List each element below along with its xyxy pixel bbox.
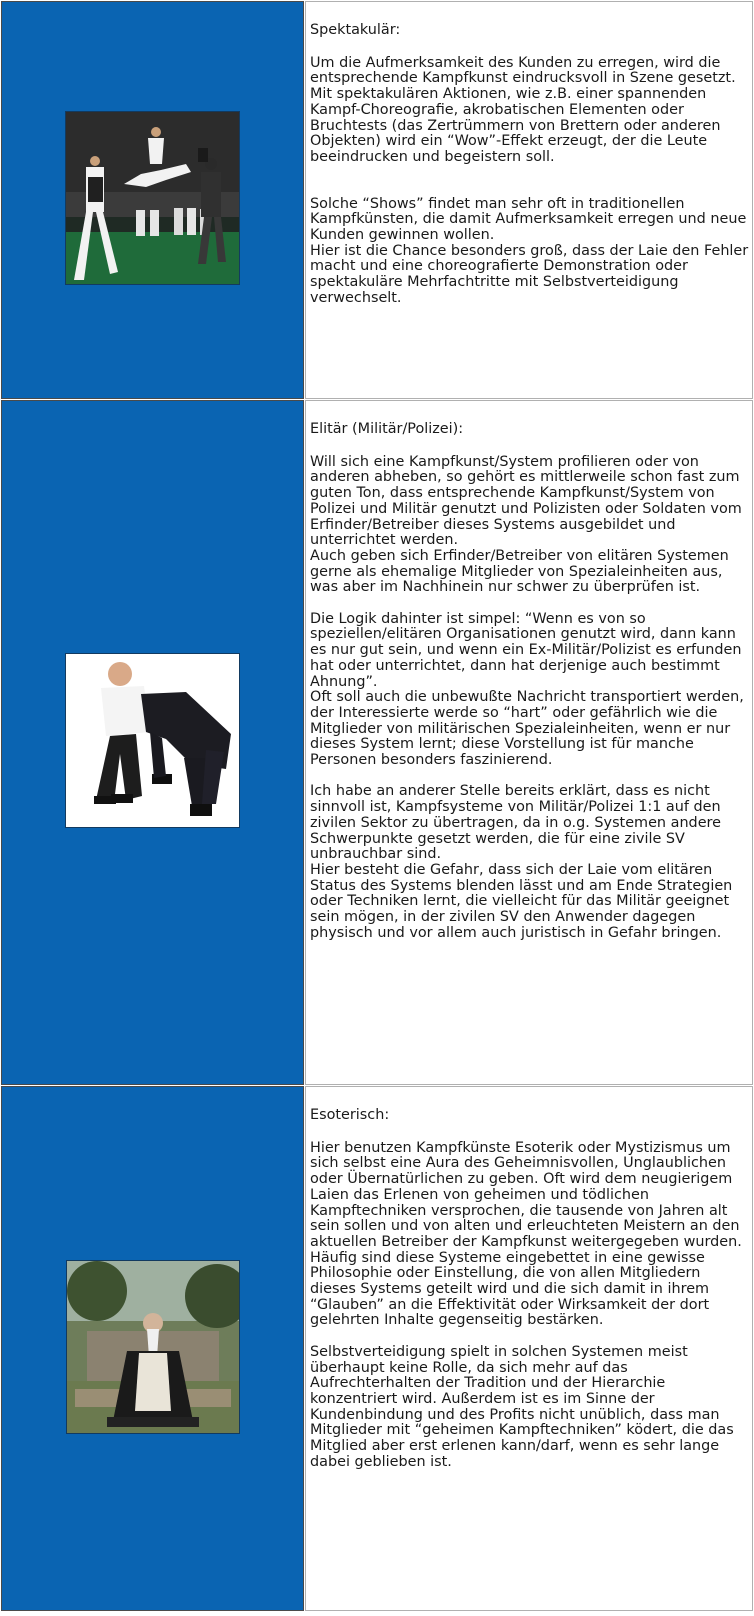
paragraph: Solche “Shows” findet man sehr oft in traditionellen Kampfkünsten, die damit Aufmerksamkeit erregen und neue Kunden gewinnen wollen. Hier ist die Chance besonders groß, dass der Laie den Fehler macht und eine choreografierte Demonstration oder spektakuläre Mehrfachtritte mit Selbstverteidigung verwechselt.: [310, 195, 749, 306]
police-takedown-photo: [65, 653, 240, 828]
image-cell: [1, 1, 304, 399]
paragraph: Selbstverteidigung spielt in solchen Systemen meist überhaupt keine Rolle, da sich mehr auf das Aufrechterhalten der Tradition und der Hierarchie konzentriert wird. Außerdem ist es im Sinne der Kundenbindung und des Profits nicht unüblich, dass man Mitglieder mit “geheimen Kampftechniken” ködert, die das Mitglied aber erst erlenen kann/darf, wenn es sehr lange dabei geblieben ist.: [310, 1343, 734, 1470]
text-cell: [305, 400, 753, 1085]
paragraph: Die Logik dahinter ist simpel: “Wenn es von so speziellen/elitären Organisationen genutzt wird, dann kann es nur gut sein, und wenn ein Ex-Militär/Polizist es erfunden hat oder unterrichtet, dann hat derjenige auch bestimmt Ahnung”. Oft soll auch die unbewußte Nachricht transportiert werden, der Interessierte werde so “hart” oder gefährlich wie die Mitglieder von militärischen Spezialeinheiten, wenn er nur dieses System lernt; diese Vorstellung ist für manche Personen besonders faszinierend.: [310, 610, 744, 769]
table-row: [1, 1, 753, 399]
paragraph: Hier benutzen Kampfkünste Esoterik oder Mystizismus um sich selbst eine Aura des Geheimnisvollen, Unglaublichen oder Übernatürlichen zu geben. Oft wird dem neugierigem Laien das Erlenen von geheimen und tödlichen Kampftechniken versprochen, die tausende von Jahren alt sein sollen und von alten und erleuchteten Meistern an den aktuellen Betreiber der Kampfkunst weitergegeben wurden. Häufig sind diese Systeme eingebettet in eine gewisse Philosophie oder Einstellung, die von allen Mitgliedern dieses Systems geteilt wird und die sich damit in ihrem “Glauben” an die Effektivität oder Wirksamkeit der dort gelehrten Inhalte gegenseitig bestärken.: [310, 1139, 742, 1329]
section-heading: Elitär (Militär/Polizei):: [310, 421, 464, 437]
section-heading: Spektakulär:: [310, 22, 401, 38]
paragraph: Ich habe an anderer Stelle bereits erklärt, dass es nicht sinnvoll ist, Kampfsysteme von Militär/Polizei 1:1 auf den zivilen Sektor zu übertragen, da in o.g. Systemen andere Schwerpunkte gesetzt werden, die für eine zivile SV unbrauchbar sind. Hier besteht die Gefahr, dass sich der Laie vom elitären Status des Systems blenden lässt und am Ende Strategien oder Techniken lernt, die vielleicht für das Militär geeignet sein mögen, in der zivilen SV den Anwender dagegen physisch und vor allem auch juristisch in Gefahr bringen.: [310, 783, 733, 941]
bearded-master-photo: [66, 1260, 240, 1434]
table-row: [1, 1086, 753, 1611]
paragraph: Um die Aufmerksamkeit des Kunden zu erregen, wird die entsprechende Kampfkunst eindrucksvoll in Szene gesetzt. Mit spektakulären Aktionen, wie z.B. einer spannenden Kampf-Choreografie, akrobatischen Elementen oder Bruchtests (das Zertrümmern von Brettern oder anderen Objekten) wird ein “Wow”-Effekt erzeugt, der die Leute beeindrucken und begeistern soll.: [310, 54, 736, 165]
section-heading: Esoterisch:: [310, 1107, 390, 1123]
text-cell: [305, 1, 753, 399]
image-cell: [1, 1086, 304, 1611]
image-cell: [1, 400, 304, 1085]
text-cell: [305, 1086, 753, 1611]
paragraph: Will sich eine Kampfkunst/System profilieren oder von anderen abheben, so gehört es mittlerweile schon fast zum guten Ton, dass entsprechende Kampfkunst/System von Polizei und Militär genutzt und Polizisten oder Soldaten vom Erfinder/Betreiber dieses Systems ausgebildet und unterrichtet werden. Auch geben sich Erfinder/Betreiber von elitären Systemen gerne als ehemalige Mitglieder von Spezialeinheiten aus, was aber im Nachhinein nur schwer zu überprüfen ist.: [310, 453, 742, 596]
table-row: [1, 400, 753, 1085]
flying-kick-photo: [65, 111, 240, 285]
